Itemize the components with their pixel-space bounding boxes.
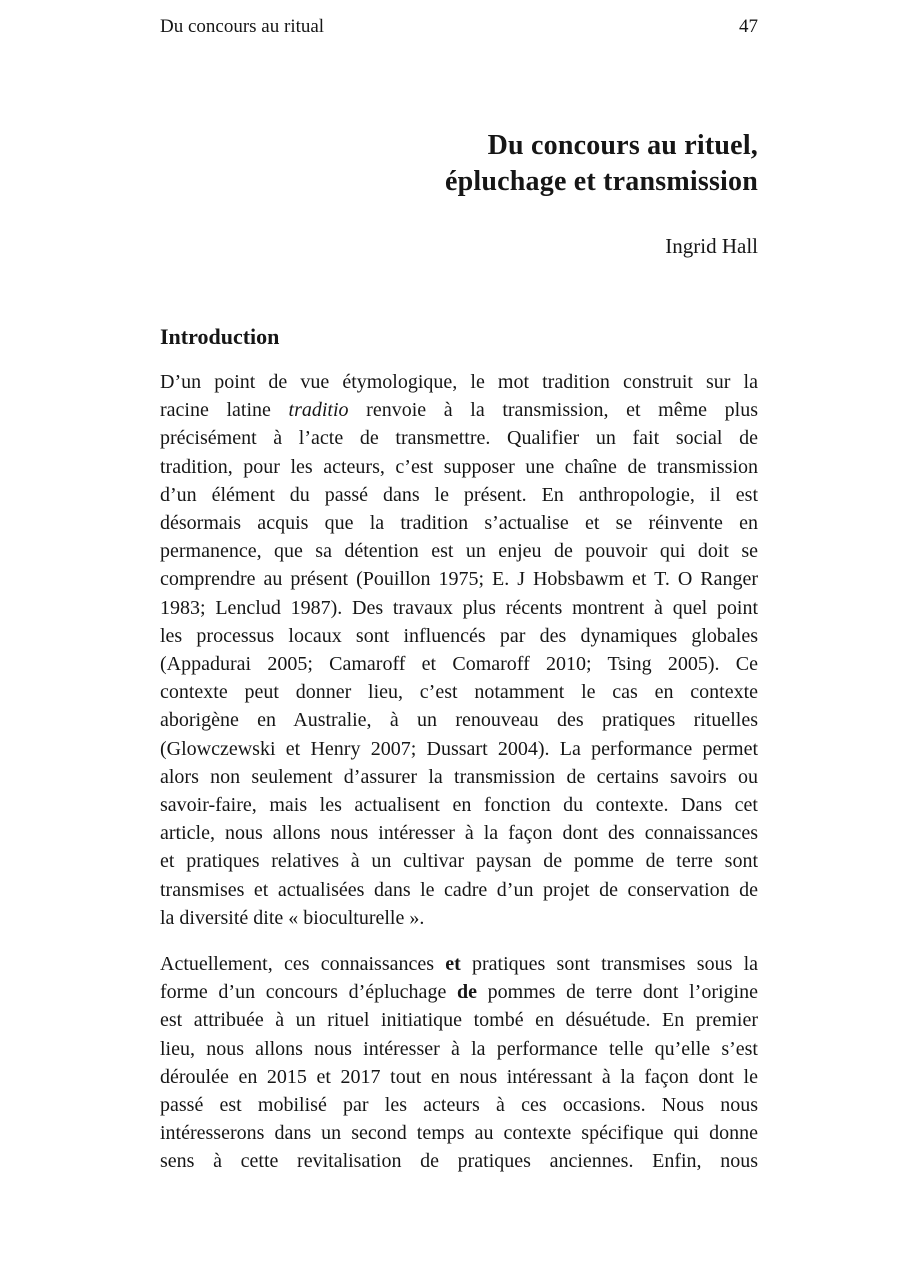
text-line — [160, 1147, 758, 1175]
text-run: intéresserons dans un second temps au contexte spécifique qui donne — [160, 1122, 758, 1145]
text-line — [160, 950, 758, 978]
text-run: déroulée en 2015 et 2017 tout en nous intéressant à la façon dont le — [160, 1065, 758, 1088]
text-line — [160, 481, 758, 509]
text-run: les processus locaux sont influencés par des dynamiques globales — [160, 624, 758, 647]
article-title-line-1: Du concours au rituel, — [487, 130, 758, 161]
text-run: précisément à l’acte de transmettre. Qualifier un fait social de — [160, 427, 758, 450]
paragraph — [160, 368, 758, 932]
text-line — [160, 706, 758, 734]
text-run: tradition, pour les acteurs, c’est supposer une chaîne de transmission — [160, 455, 758, 478]
text-run: article, nous allons nous intéresser à la façon dont des connaissances — [160, 822, 758, 845]
text-run: transmises et actualisées dans le cadre d’un projet de conservation de — [160, 878, 758, 901]
text-line — [160, 1063, 758, 1091]
text-run: 1983; Lenclud 1987). Des travaux plus récents montrent à quel point — [160, 596, 758, 619]
text-line — [160, 509, 758, 537]
text-run: contexte peut donner lieu, c’est notamment le cas en contexte — [160, 681, 758, 704]
text-run: passé est mobilisé par les acteurs à ces occasions. Nous nous — [160, 1094, 758, 1117]
text-line — [160, 537, 758, 565]
text-line — [160, 978, 758, 1006]
text-line — [160, 876, 758, 904]
text-run: lieu, nous allons nous intéresser à la performance telle qu’elle s’est — [160, 1037, 758, 1060]
text-run: est attribuée à un rituel initiatique tombé en désuétude. En premier — [160, 1009, 758, 1032]
article-title — [160, 128, 758, 200]
text-run: sens à cette revitalisation de pratiques anciennes. Enfin, nous — [160, 1150, 758, 1173]
text-run: aborigène en Australie, à un renouveau des pratiques rituelles — [160, 709, 758, 732]
text-line — [160, 1006, 758, 1034]
text-line — [160, 819, 758, 847]
paragraph — [160, 950, 758, 1176]
text-line — [160, 1035, 758, 1063]
article-body — [160, 368, 758, 1176]
text-run: pratiques sont transmises sous la — [460, 953, 759, 976]
text-run: (Glowczewski et Henry 2007; Dussart 2004). La performance permet — [160, 737, 758, 760]
text-line — [160, 904, 758, 932]
text-run: (Appadurai 2005; Camaroff et Comaroff 2010; Tsing 2005). Ce — [160, 653, 758, 676]
text-line — [160, 594, 758, 622]
running-title: Du concours au ritual — [160, 16, 325, 37]
page-number: 47 — [739, 16, 758, 37]
section-heading-introduction: Introduction — [160, 324, 280, 349]
text-run: comprendre au présent (Pouillon 1975; E. J Hobsbawm et T. O Ranger — [160, 568, 758, 591]
text-line — [160, 763, 758, 791]
text-run: permanence, que sa détention est un enjeu de pouvoir qui doit se — [160, 540, 758, 563]
text-line — [160, 1119, 758, 1147]
text-run: et pratiques relatives à un cultivar paysan de pomme de terre sont — [160, 850, 758, 873]
author-name: Ingrid Hall — [665, 234, 758, 258]
text-column — [160, 0, 758, 1176]
text-run: renvoie à la transmission, et même plus — [348, 399, 758, 422]
text-line — [160, 565, 758, 593]
text-line — [160, 650, 758, 678]
text-run: savoir-faire, mais les actualisent en fonction du contexte. Dans cet — [160, 794, 758, 817]
text-run: la diversité dite « bioculturelle ». — [160, 906, 425, 929]
text-line — [160, 847, 758, 875]
italic-run: traditio — [288, 399, 349, 422]
text-run: alors non seulement d’assurer la transmission de certains savoirs ou — [160, 765, 758, 788]
text-line — [160, 1091, 758, 1119]
text-line — [160, 368, 758, 396]
text-run: pommes de terre dont l’origine — [476, 981, 758, 1004]
text-line — [160, 424, 758, 452]
text-run: D’un point de vue étymologique, le mot tradition construit sur la — [160, 371, 758, 393]
bold-run: et — [445, 953, 461, 976]
bold-run: de — [456, 981, 477, 1004]
text-line — [160, 678, 758, 706]
text-line — [160, 735, 758, 763]
text-run: forme d’un concours d’épluchage — [160, 981, 457, 1004]
text-line — [160, 453, 758, 481]
text-run: d’un élément du passé dans le présent. En anthropologie, il est — [160, 483, 758, 506]
text-run: racine latine — [160, 399, 289, 422]
text-run: désormais acquis que la tradition s’actualise et se réinvente en — [160, 512, 758, 535]
running-header — [160, 0, 758, 38]
article-title-line-2: épluchage et transmission — [445, 166, 758, 197]
text-run: Actuellement, ces connaissances — [160, 953, 446, 976]
text-line — [160, 396, 758, 424]
text-line — [160, 622, 758, 650]
text-line — [160, 791, 758, 819]
